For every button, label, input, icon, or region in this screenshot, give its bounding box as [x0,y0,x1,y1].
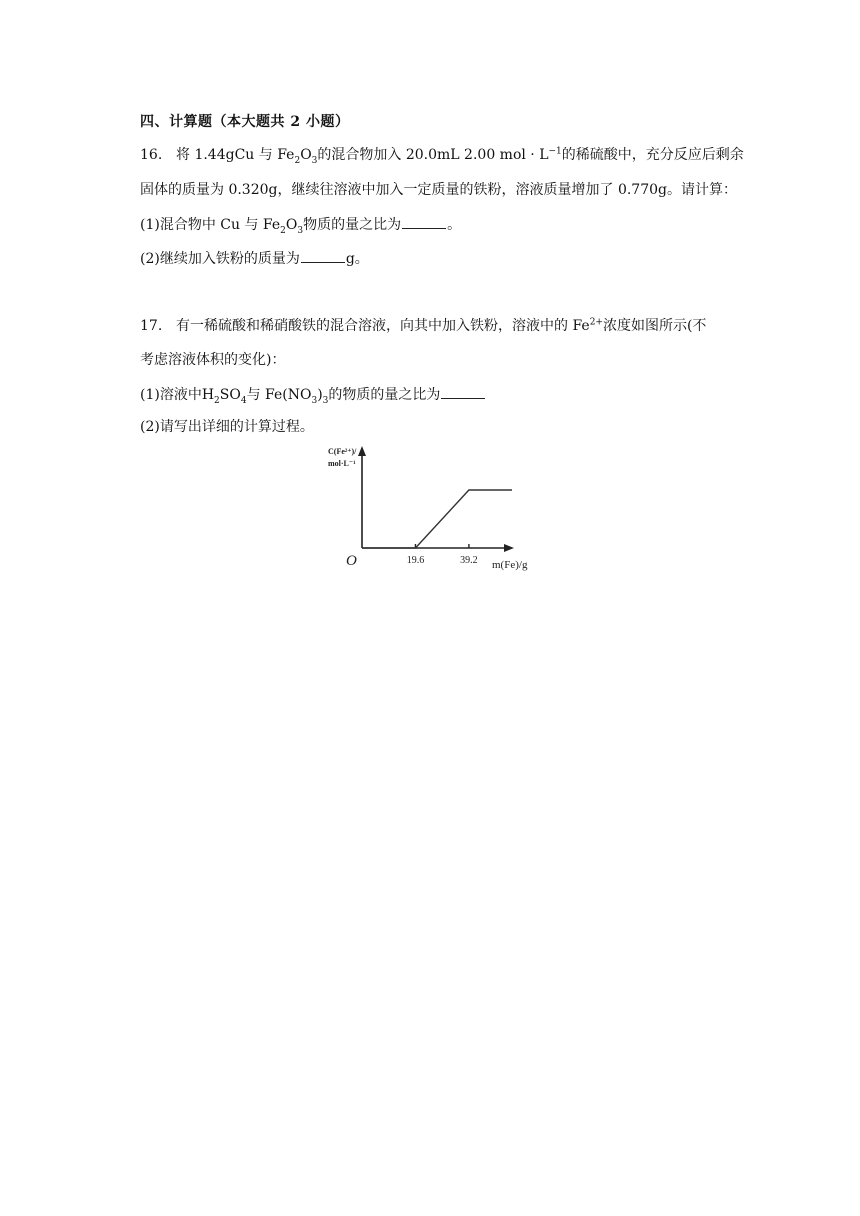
origin-label: O [346,553,357,569]
y-axis-label-line2: mol·L⁻¹ [328,459,356,468]
q16-line1: 16. 将 1.44gCu 与 $Fe_2O_3$的混合物加入 20.0mL 2.00 mol · $L^{-1}$的稀硫酸中，充分反应后剩余 [140,146,744,166]
x-axis-arrow [504,544,514,552]
q17-line1: 17. 有一稀硫酸和稀硝酸铁的混合溶液，向其中加入铁粉，溶液中的 $Fe^{2+}$浓度如图所示(不 [140,317,707,334]
chart-svg [310,440,550,580]
answer-blank[interactable] [301,248,345,263]
q16-number: 16. [140,147,163,163]
answer-blank[interactable] [402,214,446,229]
answer-blank[interactable] [441,384,485,399]
q16-part2: (2)继续加入铁粉的质量为 g。 [140,248,369,269]
fe-concentration-chart [310,440,550,580]
q17-number: 17. [140,318,163,334]
y-axis-arrow [358,446,366,456]
section-title: 四、计算题（本大题共 2 小题） [140,114,350,130]
q17-line2: 考虑溶液体积的变化)： [140,352,286,368]
q16-part1: (1)混合物中 Cu 与 $Fe_2O_3$物质的量之比为 。 [140,214,461,235]
series-line [362,490,512,548]
q17-part1: (1)溶液中$H_2SO_4$与 $Fe(NO_3)_3$的物质的量之比为 [140,384,486,405]
q17-part2: (2)请写出详细的计算过程。 [140,419,314,435]
x-axis-label: m(Fe)/g [492,559,528,571]
q16-line2: 固体的质量为 0.320g，继续往溶液中加入一定质量的铁粉，溶液质量增加了 0.770g。请计算： [140,182,737,198]
y-axis-label-line1: C(Fe²⁺)/ [328,447,357,456]
x-tick-label: 39.2 [460,555,478,566]
x-tick-label: 19.6 [406,555,425,566]
